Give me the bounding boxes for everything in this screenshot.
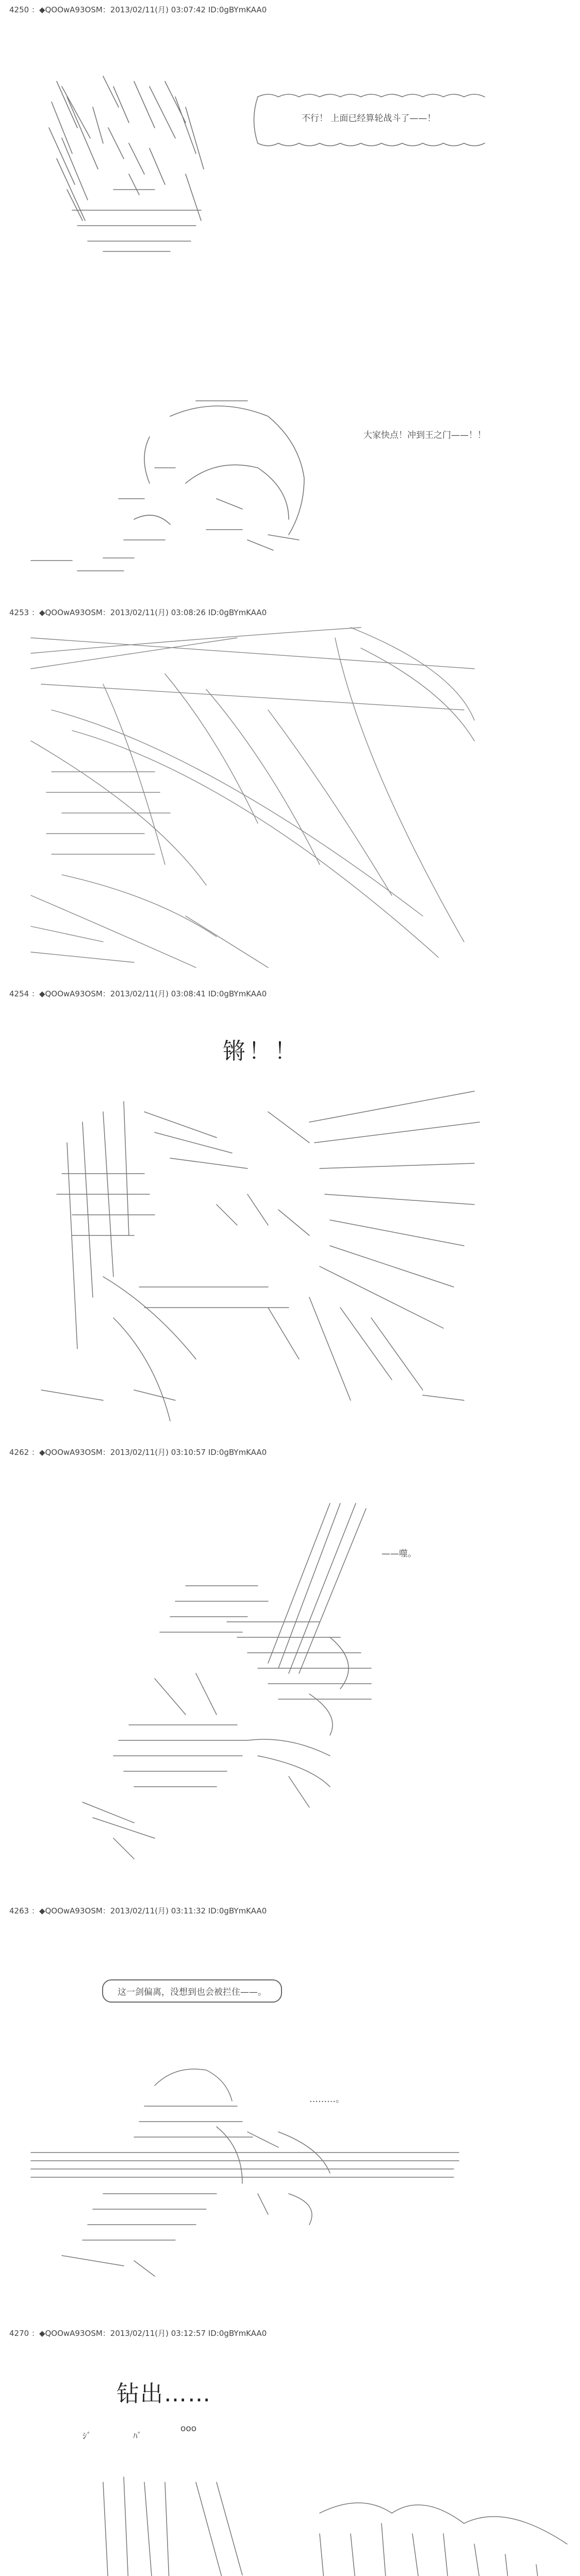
post-header: 4263 ：◆QOOwA93OSM：2013/02/11(月) 03:11:32 ID:0gBYmKAA0 [9,1906,267,1916]
post-4270 [0,2328,580,2576]
speech-text: 大家快点！冲到王之门——！！ [363,430,486,440]
sound-effect-small: ﾊﾞ [133,2431,142,2442]
sound-effect-small: ooo [180,2424,197,2434]
post-header: 4262 ：◆QOOwA93OSM：2013/02/11(月) 03:10:57 ID:0gBYmKAA0 [9,1448,267,1457]
post-4263 [0,1905,580,2317]
post-4254 [0,988,580,1442]
post-4262 [0,1447,580,1890]
post-header: 4254 ：◆QOOwA93OSM：2013/02/11(月) 03:08:41 ID:0gBYmKAA0 [9,989,267,998]
speech-text: 不行！ 上面已经算轮战斗了——！ [302,113,436,124]
sound-effect-text: 锵！！ [223,1038,300,1064]
speech-bubble: 这一剑偏离，没想到也会被拦住——。 [102,1979,282,2003]
post-4253 [0,607,580,973]
speech-text: ………。 [309,2094,344,2105]
speech-text: ——噬。 [382,1549,417,1559]
ascii-art-emerge [0,2328,580,2576]
sound-effect-text: 钻出…… [117,2381,211,2407]
post-4250 [0,4,580,591]
post-header: 4253 ：◆QOOwA93OSM：2013/02/11(月) 03:08:26 ID:0gBYmKAA0 [9,608,267,617]
ascii-art-sword [0,1447,580,1890]
sound-effect-small: ｼﾞ [82,2431,91,2442]
post-header: 4270 ：◆QOOwA93OSM：2013/02/11(月) 03:12:57 ID:0gBYmKAA0 [9,2329,267,2338]
ascii-art-figure [0,4,580,591]
ascii-art-guard [0,1905,580,2317]
ascii-art-slash [0,607,580,973]
post-header: 4250 ：◆QOOwA93OSM：2013/02/11(月) 03:07:42 ID:0gBYmKAA0 [9,5,267,14]
ascii-art-clash [0,988,580,1442]
